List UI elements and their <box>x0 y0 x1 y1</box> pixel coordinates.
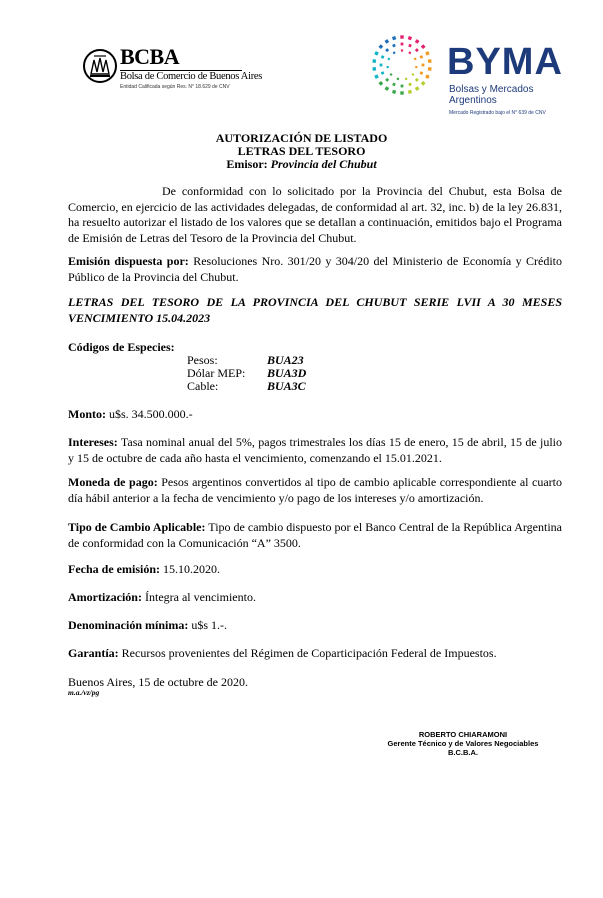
byma-ring-dot <box>415 78 419 82</box>
title-line-1: AUTORIZACIÓN DE LISTADO <box>215 131 388 145</box>
lugar-fecha: Buenos Aires, 15 de octubre de 2020. <box>68 675 248 689</box>
codigos-label: Códigos de Especies: <box>68 340 175 354</box>
garantia-label: Garantía: <box>68 646 119 660</box>
byma-ring-dot <box>385 86 390 91</box>
byma-ring-dot <box>414 58 417 61</box>
denominacion-value: u$s 1.-. <box>191 618 228 632</box>
emision-paragraph <box>68 254 562 285</box>
byma-ring-dot <box>421 44 426 49</box>
bcba-logo-subtitle: Bolsa de Comercio de Buenos Aires <box>120 71 263 82</box>
byma-ring-dot <box>408 90 412 94</box>
codigo-mep-value: BUA3D <box>267 366 307 380</box>
byma-ring-dot <box>415 86 420 91</box>
emision-label: Emisión dispuesta por: <box>68 254 189 268</box>
monto-label: Monto: <box>68 407 106 421</box>
byma-logo-subtitle-1: Bolsas y Mercados <box>449 84 534 95</box>
byma-ring-dot <box>422 64 425 67</box>
byma-ring-dot <box>401 43 404 46</box>
denominacion-label: Denominación mínima: <box>68 618 189 632</box>
byma-ring-dot <box>372 67 376 71</box>
byma-ring-dot <box>428 59 432 63</box>
byma-ring-dot <box>411 73 414 76</box>
byma-ring-dot <box>392 44 396 48</box>
codigo-pesos-value: BUA23 <box>267 353 304 367</box>
intereses-paragraph <box>68 435 562 466</box>
byma-ring-dot <box>378 44 383 49</box>
byma-ring-dot <box>405 78 408 81</box>
byma-ring-dot <box>408 44 412 48</box>
byma-ring-dot <box>415 66 417 68</box>
serie-heading: LETRAS DEL TESORO DE LA PROVINCIA DEL CHUBUT SERIE LVII A 30 MESES VENCIMIENTO 15.04.2023 <box>68 295 562 325</box>
intro-rest: Comercio, en ejercicio de las actividades delegadas, de conformidad al art. 32, inc. b) de la ley 26.831, ha resuelto autorizar el listado de los valores que se detallan a continuación, emitidos bajo el Programa de Emisión de Letras del Tesoro de la Provincia del Chubut. <box>68 199 562 245</box>
byma-ring-dot <box>397 78 400 81</box>
byma-ring-dot <box>401 49 403 51</box>
byma-ring-dot <box>385 78 389 82</box>
title-emisor <box>0 158 603 171</box>
intro-first-line: De conformidad con lo solicitado por la Provincia del Chubut, esta Bolsa de <box>162 184 562 198</box>
byma-ring-dot <box>386 66 388 68</box>
byma-ring-dot <box>415 48 419 52</box>
byma-ring-dot <box>420 71 424 75</box>
emision-value: Resoluciones Nro. 301/20 y 304/20 del Ministerio de Economía y Crédito Público de la Provincia del Chubut. <box>68 254 563 284</box>
intro-paragraph <box>68 184 562 246</box>
byma-ring-dot <box>385 39 390 44</box>
codigo-cable-label: Cable: <box>187 379 219 393</box>
signature-position: Gerente Técnico y de Valores Negociables <box>387 739 539 748</box>
tipo-cambio-label: Tipo de Cambio Aplicable: <box>68 520 206 534</box>
byma-ring-dot <box>374 51 379 56</box>
byma-ring-dot <box>393 51 396 54</box>
emisor-label: Emisor: <box>226 157 268 171</box>
byma-ring-dot <box>381 71 385 75</box>
byma-logo-subtitle-2: Argentinos <box>449 95 497 106</box>
byma-ring-dot <box>421 81 426 86</box>
byma-ring-icon <box>369 32 435 98</box>
byma-ring-dot <box>387 58 390 61</box>
byma-ring-dot <box>385 48 389 52</box>
denominacion-paragraph <box>68 618 562 634</box>
tipo-cambio-paragraph <box>68 520 562 551</box>
amortizacion-label: Amortización: <box>68 590 142 604</box>
monto-value: u$s. 34.500.000.- <box>109 407 193 421</box>
byma-ring-dot <box>415 39 420 44</box>
amortizacion-value: Íntegra al vencimiento. <box>144 590 256 604</box>
byma-ring-dot <box>392 83 396 87</box>
fecha-emision-label: Fecha de emisión: <box>68 562 160 576</box>
garantia-value: Recursos provenientes del Régimen de Coparticipación Federal de Impuestos. <box>121 646 497 660</box>
byma-ring-dot <box>400 91 403 94</box>
moneda-label: Moneda de pago: <box>68 475 158 489</box>
byma-ring-dot <box>381 55 385 59</box>
byma-ring-dot <box>392 90 396 94</box>
signature-org: B.C.B.A. <box>448 748 478 757</box>
byma-ring-dot <box>392 36 396 40</box>
moneda-paragraph <box>68 475 562 506</box>
byma-ring-dot <box>389 73 392 76</box>
byma-ring-dot <box>401 85 404 88</box>
byma-ring-dot <box>380 64 383 67</box>
intereses-label: Intereses: <box>68 435 118 449</box>
byma-ring-dot <box>372 59 376 63</box>
monto-paragraph <box>68 407 562 423</box>
moneda-value: Pesos argentinos convertidos al tipo de cambio aplicable correspondiente al cuarto día hábil anterior a la fecha de vencimiento y/o pago de los intereses y/o amortización. <box>68 475 563 505</box>
byma-ring-dot <box>400 35 403 38</box>
initials: m.a./vz/pg <box>68 688 100 697</box>
bcba-emblem-icon <box>82 48 118 84</box>
emisor-value: Provincia del Chubut <box>270 157 377 171</box>
bcba-logo-name: BCBA <box>120 44 180 69</box>
byma-logo-name: BYMA <box>447 41 563 83</box>
byma-ring-dot <box>408 36 412 40</box>
fecha-emision-value: 15.10.2020. <box>163 562 220 576</box>
codigo-mep-label: Dólar MEP: <box>187 366 246 380</box>
byma-ring-dot <box>408 83 412 87</box>
byma-ring-dot <box>425 74 430 79</box>
amortizacion-paragraph <box>68 590 562 606</box>
garantia-paragraph <box>68 646 562 662</box>
byma-ring-dot <box>378 81 383 86</box>
byma-ring-dot <box>408 51 411 54</box>
byma-ring-dot <box>428 67 432 71</box>
byma-ring-dot <box>374 74 379 79</box>
byma-ring-dot <box>425 51 430 56</box>
bcba-logo-fineprint: Entidad Calificada según Res. N° 18.629 de CNV <box>120 84 230 90</box>
title-line-2: LETRAS DEL TESORO <box>237 144 366 158</box>
codigo-pesos-label: Pesos: <box>187 353 218 367</box>
fecha-emision-paragraph <box>68 562 562 578</box>
byma-logo-fineprint: Mercado Registrado bajo el N° 639 de CNV <box>449 110 546 116</box>
byma-ring-dot <box>420 55 424 59</box>
signature-name: ROBERTO CHIARAMONI <box>418 730 508 739</box>
codigo-cable-value: BUA3C <box>267 379 306 393</box>
intereses-value: Tasa nominal anual del 5%, pagos trimestrales los días 15 de enero, 15 de abril, 15 de julio y 15 de octubre de cada año hasta el vencimiento, comenzando el 15.01.2021. <box>68 435 562 465</box>
tipo-cambio-value: Tipo de cambio dispuesto por el Banco Central de la República Argentina de conformidad con la Comunicación “A” 3500. <box>68 520 562 550</box>
